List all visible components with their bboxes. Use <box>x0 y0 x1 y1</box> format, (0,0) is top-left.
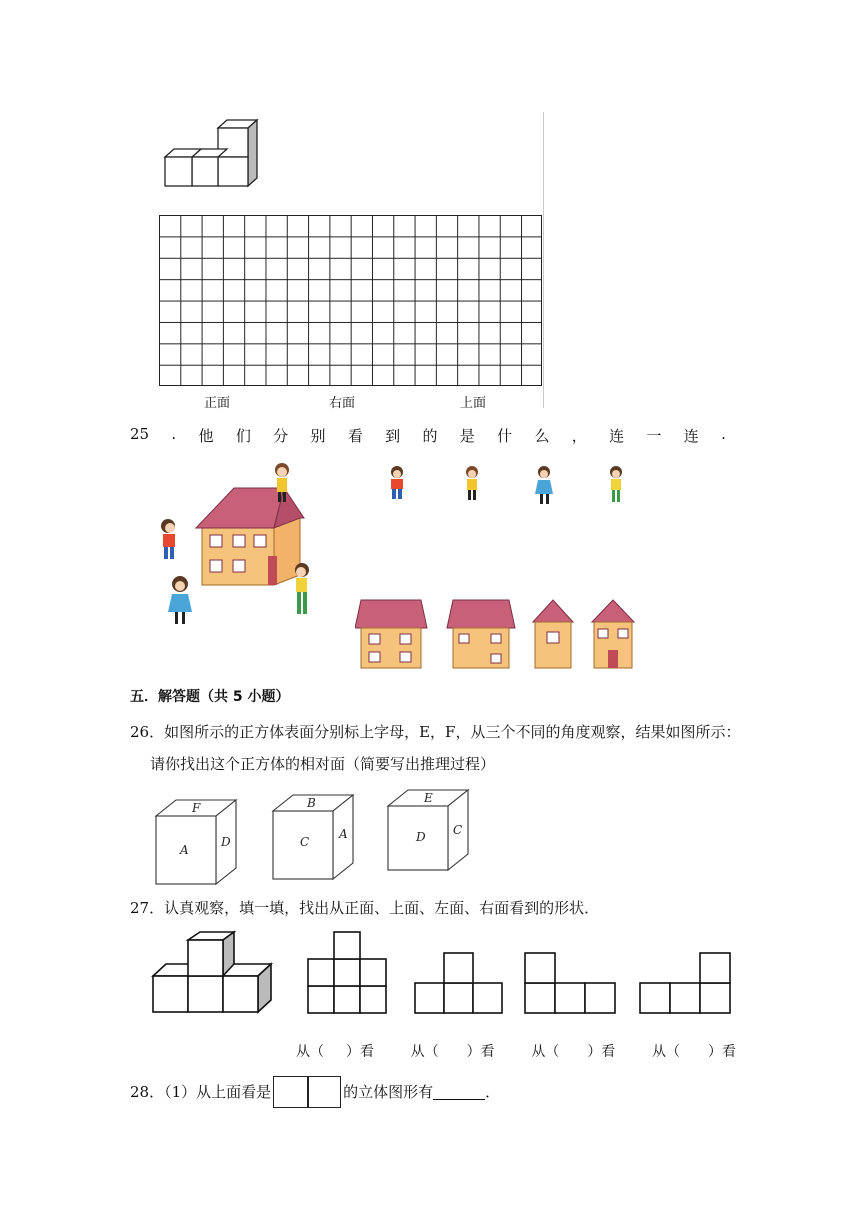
question-25-text: 25 . 他 们 分 别 看 到 的 是 什 么 ， 连 一 连 . <box>130 425 726 445</box>
child-left <box>161 519 175 559</box>
question-26-line1: 26．如图所示的正方体表面分别标上字母，E，F，从三个不同的角度观察，结果如图所示： <box>130 723 741 741</box>
cube1-top-letter: F <box>192 801 201 815</box>
cube3-front-letter: D <box>416 830 426 844</box>
q27-view-labels <box>296 1041 736 1061</box>
view-label-4[interactable]: 从（ ）看 <box>651 1044 736 1060</box>
view-label-3[interactable]: 从（ ）看 <box>531 1044 616 1060</box>
cube2-top-letter: B <box>307 796 316 810</box>
cube2-side-letter: A <box>339 827 348 841</box>
page-edge-line <box>543 112 544 408</box>
grid-label-front: 正面 <box>204 396 231 411</box>
section-5-title: 五．解答题（共 5 小题） <box>130 689 290 705</box>
question-number: 25 <box>130 425 150 443</box>
drawing-grid[interactable] <box>159 215 542 386</box>
children-options-row <box>380 462 630 510</box>
house-views-row <box>355 598 640 670</box>
cube2-front-letter: C <box>300 835 310 849</box>
cube1-side-letter: D <box>221 835 231 849</box>
question-27-text: 27．认真观察，填一填，找出从正面、上面、左面、右面看到的形状． <box>130 899 600 917</box>
answer-blank[interactable] <box>433 1085 485 1100</box>
question-28-line: 28．（1）从上面看是 的立体图形有 ． <box>130 1076 500 1108</box>
cube3-top-letter: E <box>424 791 433 805</box>
cube1-front-letter: A <box>180 843 189 857</box>
question-26-line2: 请你找出这个正方体的相对面（简要写出推理过程） <box>150 755 496 773</box>
child-right <box>295 563 309 614</box>
grid-label-top: 上面 <box>460 396 487 411</box>
house-children-illustration <box>150 460 325 635</box>
view-label-2[interactable]: 从（ ）看 <box>410 1044 495 1060</box>
cube3-side-letter: C <box>453 823 463 837</box>
block-stack-figure <box>160 118 260 192</box>
two-square-shape <box>273 1076 341 1108</box>
view-label-1[interactable]: 从（ ）看 <box>296 1044 374 1060</box>
q27-figures <box>150 930 735 1016</box>
lettered-cubes <box>150 786 480 886</box>
grid-label-right: 右面 <box>329 396 356 411</box>
child-bottom-left <box>168 576 192 624</box>
